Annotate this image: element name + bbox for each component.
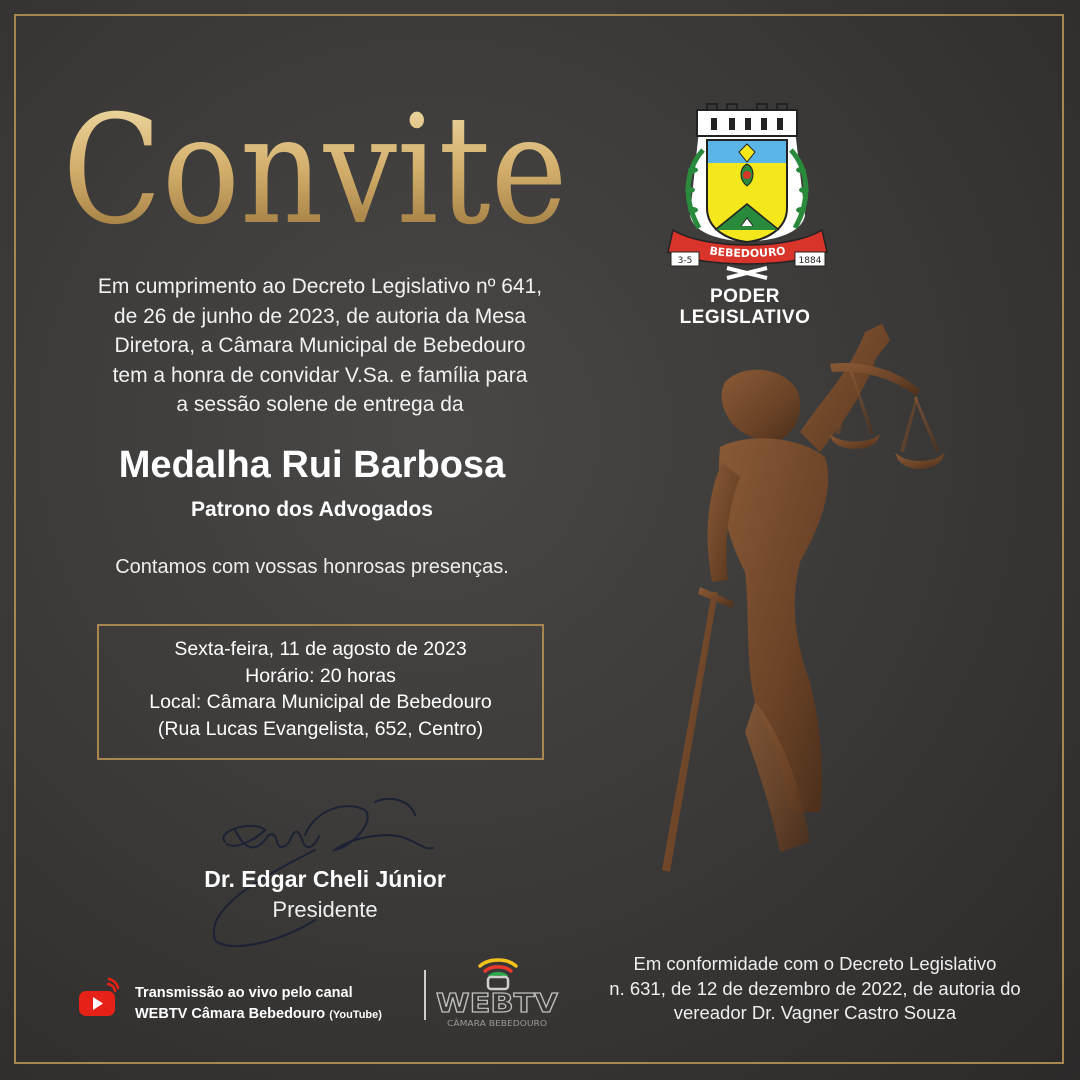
event-date: Sexta-feira, 11 de agosto de 2023 bbox=[174, 638, 467, 660]
poder-line-1: PODER bbox=[709, 286, 781, 307]
event-place: Local: Câmara Municipal de Bebedouro bbox=[149, 691, 492, 713]
youtube-icon bbox=[78, 978, 118, 1018]
intro-line: de 26 de junho de 2023, de autoria da Mesa bbox=[113, 304, 527, 328]
intro-paragraph bbox=[40, 272, 600, 420]
title-graphic bbox=[55, 78, 575, 258]
webtv-subtitle: CÂMARA BEBEDOURO bbox=[447, 1019, 535, 1028]
emblem-banner-text: BEBEDOURO bbox=[708, 244, 787, 261]
event-details-box bbox=[97, 624, 544, 760]
intro-line: Diretora, a Câmara Municipal de Bebedouro bbox=[114, 334, 526, 357]
poder-line-2: LEGISLATIVO bbox=[679, 307, 811, 328]
event-time: Horário: 20 horas bbox=[245, 664, 396, 687]
stream-line-2: WEBTV Câmara Bebedouro bbox=[135, 1006, 326, 1022]
title-text: Convite bbox=[62, 84, 568, 258]
conformity-note bbox=[585, 952, 1045, 1026]
webtv-signal-icon bbox=[480, 960, 516, 976]
invite-title bbox=[55, 78, 575, 258]
intro-line: a sessão solene de entrega da bbox=[176, 393, 464, 416]
webtv-logo bbox=[432, 950, 562, 1030]
crown-icon bbox=[697, 104, 797, 136]
bebedouro-coat-of-arms bbox=[655, 100, 840, 282]
stream-platform: (YouTube) bbox=[329, 1009, 382, 1021]
webtv-wordmark: WEBTV bbox=[436, 989, 558, 1019]
president-name: Dr. Edgar Cheli Júnior bbox=[204, 866, 446, 892]
conformity-line: n. 631, de 12 de dezembro de 2022, de autoria do bbox=[609, 977, 1021, 999]
intro-line: tem a honra de convidar V.Sa. e família para bbox=[112, 363, 528, 387]
conformity-line: vereador Dr. Vagner Castro Souza bbox=[673, 1002, 957, 1023]
emblem-right-date: 1884 bbox=[798, 256, 822, 266]
president-role: Presidente bbox=[272, 897, 378, 922]
stream-line-1: Transmissão ao vivo pelo canal bbox=[135, 985, 353, 1001]
intro-line: Em cumprimento ao Decreto Legislativo nº 641, bbox=[97, 275, 543, 298]
emblem-left-date: 3-5 bbox=[677, 256, 693, 266]
stream-info bbox=[135, 983, 382, 1026]
footer-divider bbox=[424, 970, 426, 1020]
conformity-line: Em conformidade com o Decreto Legislativo bbox=[633, 953, 997, 974]
broadcast-waves-icon bbox=[108, 979, 118, 991]
closing-text: Contamos com vossas honrosas presenças. bbox=[115, 556, 509, 578]
medal-subtitle: Patrono dos Advogados bbox=[191, 498, 433, 521]
event-address: (Rua Lucas Evangelista, 652, Centro) bbox=[157, 717, 484, 740]
medal-name: Medalha Rui Barbosa bbox=[118, 444, 506, 486]
lady-justice-statue bbox=[650, 312, 955, 902]
